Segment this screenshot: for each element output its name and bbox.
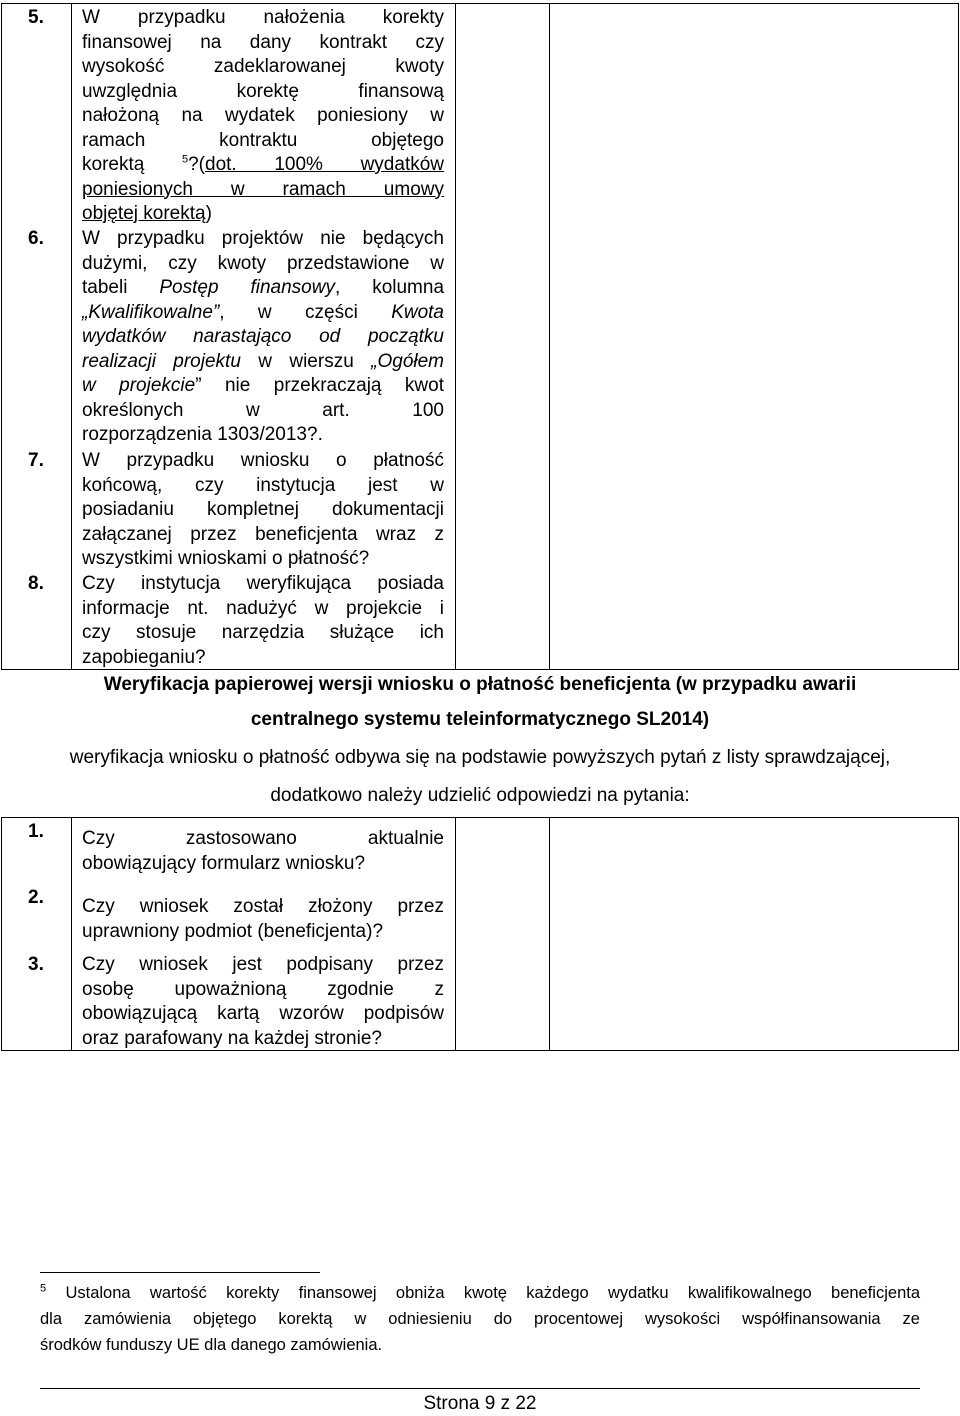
table2-col3-divider: [549, 817, 550, 1050]
section-note-line2: dodatkowo należy udzielić odpowiedzi na pytania:: [270, 785, 690, 806]
item-number: 6.: [28, 228, 44, 249]
question-text: Czy wniosek jest podpisany przez osobę upoważnioną zgodnie z obowiązującą kartą wzorów podpisów oraz parafowany na każdej stronie?: [82, 954, 444, 1049]
table-col2-divider: [455, 3, 456, 669]
table2-col2-divider: [455, 817, 456, 1050]
footnote-separator: [40, 1272, 320, 1273]
item-number: 2.: [28, 887, 44, 908]
section-heading: Weryfikacja papierowej wersji wniosku o płatność beneficjenta (w przypadku awarii: [103, 674, 857, 695]
item-number: 7.: [28, 450, 44, 471]
footer-rule: [40, 1388, 920, 1389]
table-right-border: [958, 3, 959, 669]
item-number: 5.: [28, 7, 44, 28]
table2-left-border: [1, 817, 2, 1050]
table-col3-divider: [549, 3, 550, 669]
table-top-border: [1, 3, 959, 4]
page-number: Strona 9 z 22: [423, 1393, 537, 1414]
question-text: Czy instytucja weryfikująca posiada informacje nt. nadużyć w projekcie i czy stosuje narzędzia służące ich zapobieganiu?: [82, 573, 444, 668]
footnote-marker: 5: [40, 1282, 47, 1295]
item-number: 3.: [28, 954, 44, 975]
table2-top-border: [1, 817, 959, 818]
section-note: weryfikacja wniosku o płatność odbywa się na podstawie powyższych pytań z listy sprawdzającej,: [69, 747, 891, 768]
footnote: $^5$ Ustalona wartość korekty finansowej obniża kwotę każdego wydatku kwalifikowalnego beneficjenta dla zamówienia objętego korektą w odniesieniu do procentowej wysokości współfinansowania ze środków funduszy UE dla danego zamówienia.: [40, 1282, 921, 1354]
section-heading-line2: centralnego systemu teleinformatycznego SL2014): [250, 709, 710, 730]
question-text: W przypadku projektów nie będących dużymi, czy kwoty przedstawione w tabeli Postęp finansowy, kolumna „Kwalifikowalne”, w części Kwota wydatków narastająco od początku realizacji projektu w wierszu „Ogółem w projekcie” nie przekraczają kwot określonych w art. 100 rozporządzenia 1303/2013?.: [82, 228, 445, 445]
question-text: W przypadku nałożenia korekty finansowej na dany kontrakt czy wysokość zadeklarowanej kwoty uwzględnia korektę finansową nałożoną na wydatek poniesiony w ramach kontraktu objętego korektą $^5$?(dot. 100% wydatków poniesionych w ramach umowy objętej korektą): [82, 7, 445, 224]
footnote-reference: 5: [181, 153, 189, 166]
table2-right-border: [958, 817, 959, 1050]
table2-col1-divider: [71, 817, 72, 1050]
item-number: 1.: [28, 821, 44, 842]
item-number: 8.: [28, 573, 44, 594]
question-text: W przypadku wniosku o płatność końcową, czy instytucja jest w posiadaniu kompletnej dokumentacji załączanej przez beneficjenta wraz z wszystkimi wnioskami o płatność?: [82, 450, 444, 569]
table-col1-divider: [71, 3, 72, 669]
question-text: Czy zastosowano aktualnie obowiązujący formularz wniosku?: [82, 828, 444, 874]
question-text: Czy wniosek został złożony przez uprawniony podmiot (beneficjenta)?: [82, 896, 444, 942]
table-left-border: [1, 3, 2, 669]
